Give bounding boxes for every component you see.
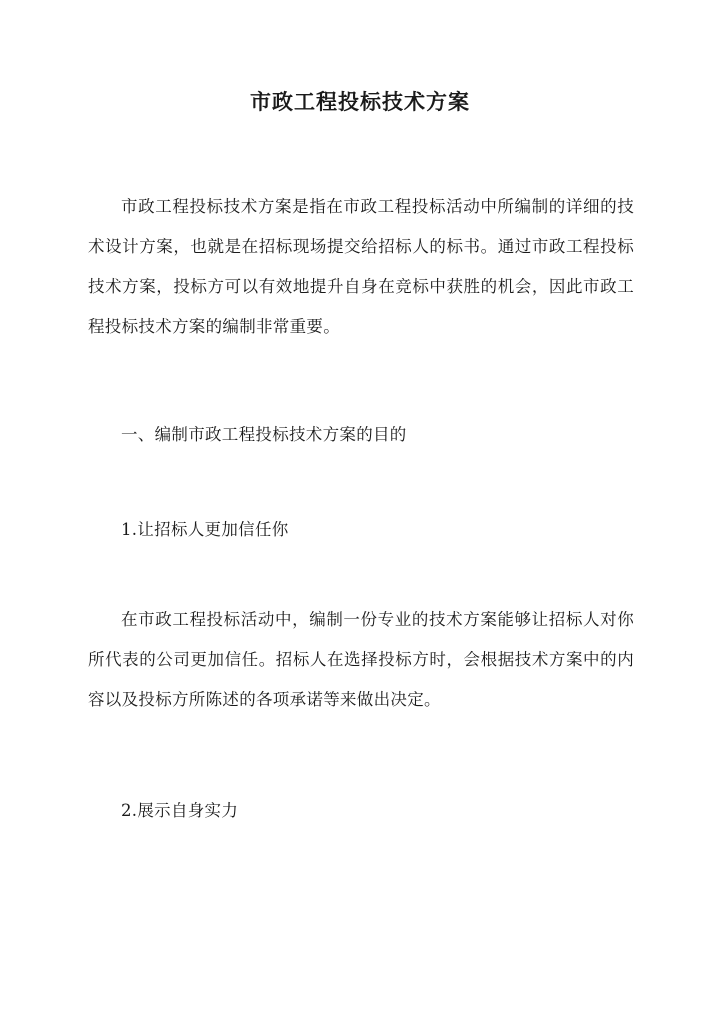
subsection-2-heading: 2.展示自身实力 <box>121 801 239 820</box>
document-title: 市政工程投标技术方案 <box>250 89 470 114</box>
intro-paragraph: 市政工程投标技术方案是指在市政工程投标活动中所编制的详细的技术设计方案，也就是在招标现场提交给招标人的标书。通过市政工程投标技术方案，投标方可以有效地提升自身在竞标中获胜的机会，因此市政工程投标技术方案的编制非常重要。 <box>88 197 634 336</box>
section-1-heading: 一、编制市政工程投标技术方案的目的 <box>121 425 407 444</box>
subsection-1-paragraph: 在市政工程投标活动中，编制一份专业的技术方案能够让招标人对你所代表的公司更加信任。招标人在选择投标方时，会根据技术方案中的内容以及投标方所陈述的各项承诺等来做出决定。 <box>88 610 634 709</box>
subsection-1-heading: 1.让招标人更加信任你 <box>121 520 289 539</box>
